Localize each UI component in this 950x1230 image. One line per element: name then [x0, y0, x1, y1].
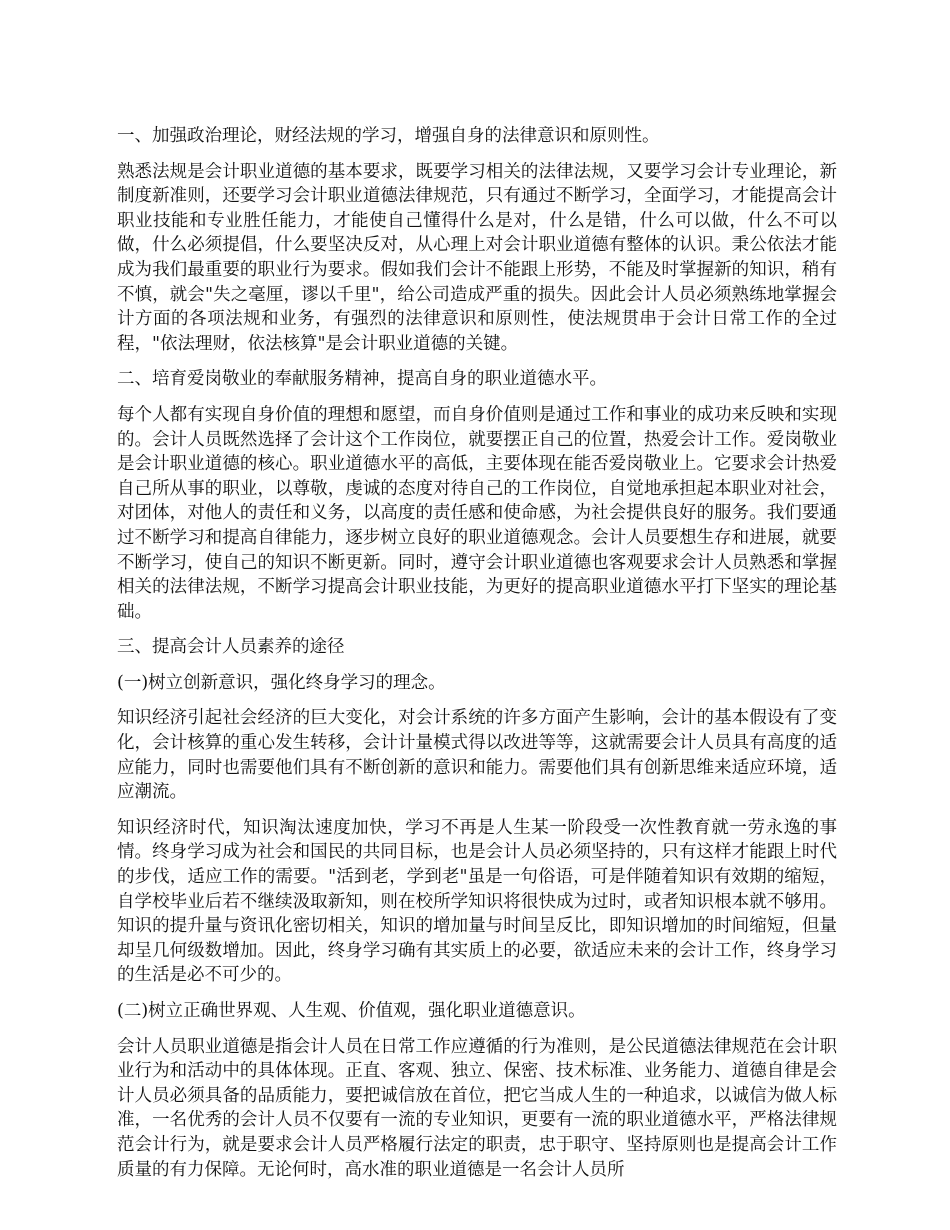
document-page	[117, 124, 837, 1193]
paragraph-5: 会计人员职业道德是指会计人员在日常工作应遵循的行为准则，是公民道德法律规范在会计职业行为和活动中的具体体现。正直、客观、独立、保密、技术标准、业务能力、道德自律是会计人员必须具备的品质能力，要把诚信放在首位，把它当成人生的一种追求，以诚信为做人标准，一名优秀的会计人员不仅要有一流的专业知识，更要有一流的职业道德水平，严格法律规范会计行为，就是要求会计人员严格履行法定的职责，忠于职守、坚持原则也是提高会计工作质量的有力保障。无论何时，高水准的职业道德是一名会计人员所	[117, 1036, 837, 1180]
section-heading-2: 二、培育爱岗敬业的奉献服务精神，提高自身的职业道德水平。	[117, 369, 607, 390]
section-heading-1: 一、加强政治理论，财经法规的学习，增强自身的法律意识和原则性。	[117, 126, 660, 146]
subsection-heading-1: (一)树立创新意识，强化终身学习的理念。	[117, 672, 446, 693]
subsection-heading-2: (二)树立正确世界观、人生观、价值观，强化职业道德意识。	[117, 1001, 586, 1021]
paragraph-1: 熟悉法规是会计职业道德的基本要求，既要学习相关的法律法规，又要学习会计专业理论，新制度新准则，还要学习会计职业道德法律规范，只有通过不断学习，全面学习，才能提高会计职业技能和专业胜任能力，才能使自己懂得什么是对，什么是错，什么可以做，什么不可以做，什么必须提倡，什么要坚决反对，从心理上对会计职业道德有整体的认识。秉公依法才能成为我们最重要的职业行为要求。假如我们会计不能跟上形势，不能及时掌握新的知识，稍有不慎，就会"失之毫厘，谬以千里"，给公司造成严重的损失。因此会计人员必须熟练地掌握会计方面的各项法规和业务，有强烈的法律意识和原则性，使法规贯串于会计日常工作的全过程，"依法理财，依法核算"是会计职业道德的关键。	[117, 161, 837, 354]
paragraph-2: 每个人都有实现自身价值的理想和愿望，而自身价值则是通过工作和事业的成功来反映和实现的。会计人员既然选择了会计这个工作岗位，就要摆正自己的位置，热爱会计工作。爱岗敬业是会计职业道德的核心。职业道德水平的高低，主要体现在能否爱岗敬业上。它要求会计热爱自己所从事的职业，以尊敬，虔诚的态度对待自己的工作岗位，自觉地承担起本职业对社会，对团体，对他人的责任和义务，以高度的责任感和使命感，为社会提供良好的服务。我们要通过不断学习和提高自律能力，逐步树立良好的职业道德观念。会计人员要想生存和进展，就要不断学习，使自己的知识不断更新。同时，遵守会计职业道德也客观要求会计人员熟悉和掌握相关的法律法规，不断学习提高会计职业技能，为更好的提高职业道德水平打下坚实的理论基础。	[117, 404, 837, 622]
paragraph-3: 知识经济引起社会经济的巨大变化，对会计系统的许多方面产生影响，会计的基本假设有了变化，会计核算的重心发生转移，会计计量模式得以改进等等，这就需要会计人员具有高度的适应能力，同时也需要他们具有不断创新的意识和能力。需要他们具有创新思维来适应环境，适应潮流。	[117, 708, 837, 803]
section-heading-3: 三、提高会计人员素养的途径	[117, 637, 345, 658]
paragraph-4: 知识经济时代，知识淘汰速度加快，学习不再是人生某一阶段受一次性教育就一劳永逸的事情。终身学习成为社会和国民的共同目标，也是会计人员必须坚持的，只有这样才能跟上时代的步伐，适应工作的需要。"活到老，学到老"虽是一句俗语，可是伴随着知识有效期的缩短，自学校毕业后若不继续汲取新知，则在校所学知识将很快成为过时，或者知识根本就不够用。知识的提升量与资讯化密切相关，知识的增加量与时间呈反比，即知识增加的时间缩短，但量却呈几何级数增加。因此，终身学习确有其实质上的必要，欲适应未来的会计工作，终身学习的生活是必不可少的。	[117, 817, 837, 986]
